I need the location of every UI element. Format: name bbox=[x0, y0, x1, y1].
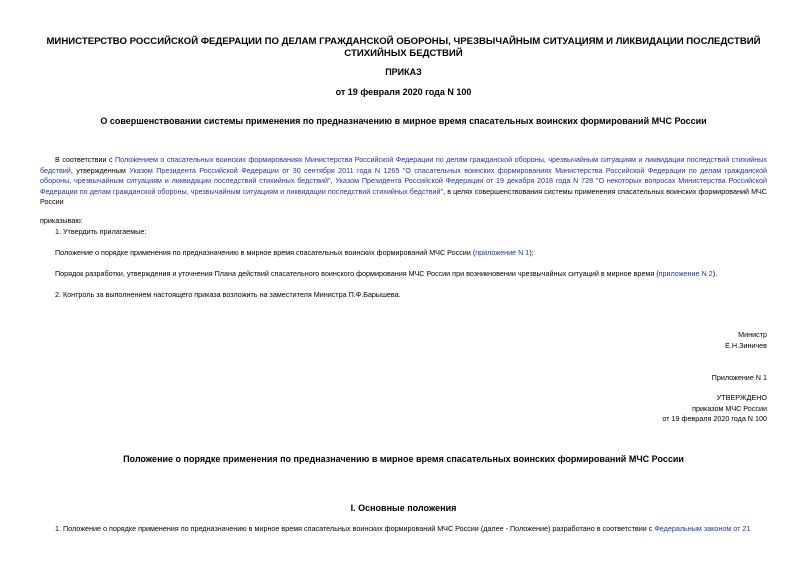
order-item-1b bbox=[55, 269, 767, 280]
federal-law-link[interactable]: Федеральным законом от 21 bbox=[654, 524, 751, 533]
section-heading: I. Основные положения bbox=[350, 503, 457, 513]
appendix-paragraph-1-text: 1. Положение о порядке применения по предназначению в мирное время спасательных воинских формирований МЧС России (далее - Положение) разработано в соответствии с bbox=[55, 524, 655, 533]
appendix-2-link[interactable]: приложение N 2 bbox=[658, 269, 713, 278]
order-subject: О совершенствовании системы применения по предназначению в мирное время спасательных воинских формирований МЧС России bbox=[100, 116, 707, 126]
order-date: от 19 февраля 2020 года N 100 bbox=[335, 87, 472, 97]
order-item-1: 1. Утвердить прилагаемые: bbox=[55, 227, 147, 236]
order-item-1a bbox=[55, 248, 767, 259]
appendix-1-link[interactable]: приложение N 1 bbox=[475, 248, 530, 257]
order-item-1b-text: Порядок разработки, утверждения и уточнения Плана действий спасательного воинского формирования МЧС России при возникновении чрезвычайных ситуаций в мирное время ( bbox=[55, 269, 659, 278]
appendix-title: Положение о порядке применения по предназначению в мирное время спасательных воинских формирований МЧС России bbox=[123, 454, 684, 464]
decree-728-link[interactable]: Указом Президента Российской Федерации от 19 декабря 2018 года N 728 "О некоторых вопросах Министерства Российской Федерации по делам гражданской обороны, чрезвычайным ситуациям и ликвидации последствий стихийных бедствий" bbox=[40, 176, 768, 196]
order-item-1a-end: ); bbox=[529, 248, 534, 257]
signature-position: Министр bbox=[738, 330, 767, 339]
order-item-1b-end: ). bbox=[712, 269, 718, 278]
regulation-link[interactable]: Положением о спасательных воинских формированиях Министерства Российской Федерации по делам гражданской обороны, чрезвычайным ситуациям и ликвидации последствий стихийных бедствий bbox=[40, 155, 767, 175]
preamble-text-4: , в целях совершенствования системы применения спасательных воинских формирований МЧС России bbox=[40, 186, 767, 206]
order-label: ПРИКАЗ bbox=[385, 67, 422, 77]
ministry-header: МИНИСТЕРСТВО РОССИЙСКОЙ ФЕДЕРАЦИИ ПО ДЕЛАМ ГРАЖДАНСКОЙ ОБОРОНЫ, ЧРЕЗВЫЧАЙНЫМ СИТУАЦИЯМ И ЛИКВИДАЦИИ ПОСЛЕДСТВИЙ СТИХИЙНЫХ БЕДСТВИЙ bbox=[46, 36, 761, 59]
signature-name: Е.Н.Зиничев bbox=[725, 341, 767, 350]
approved-date: от 19 февраля 2020 года N 100 bbox=[662, 414, 767, 423]
appendix-paragraph-1 bbox=[40, 524, 767, 535]
prikazyvayu-text: приказываю: bbox=[40, 216, 83, 225]
appendix-label: Приложение N 1 bbox=[711, 373, 767, 382]
preamble-text-3: , bbox=[330, 176, 336, 185]
approved-by-order: приказом МЧС России bbox=[692, 404, 767, 413]
preamble-text-1: В соответствии с bbox=[55, 155, 116, 164]
order-item-2: 2. Контроль за выполнением настоящего приказа возложить на заместителя Министра П.Ф.Барышева. bbox=[55, 290, 401, 299]
preamble-paragraph bbox=[40, 155, 767, 208]
approved-label: УТВЕРЖДЕНО bbox=[716, 393, 767, 402]
decree-1265-link[interactable]: Указом Президента Российской Федерации от 30 сентября 2011 года N 1265 "О спасательных воинских формированиях Министерства Российской Федерации по делам гражданской обороны, чрезвычайным ситуациям и ликвидации последствий стихийных бедствий" bbox=[40, 165, 767, 185]
order-item-1a-text: Положение о порядке применения по предназначению в мирное время спасательных воинских формирований МЧС России ( bbox=[55, 248, 476, 257]
preamble-text-2: , утвержденным bbox=[70, 165, 130, 175]
